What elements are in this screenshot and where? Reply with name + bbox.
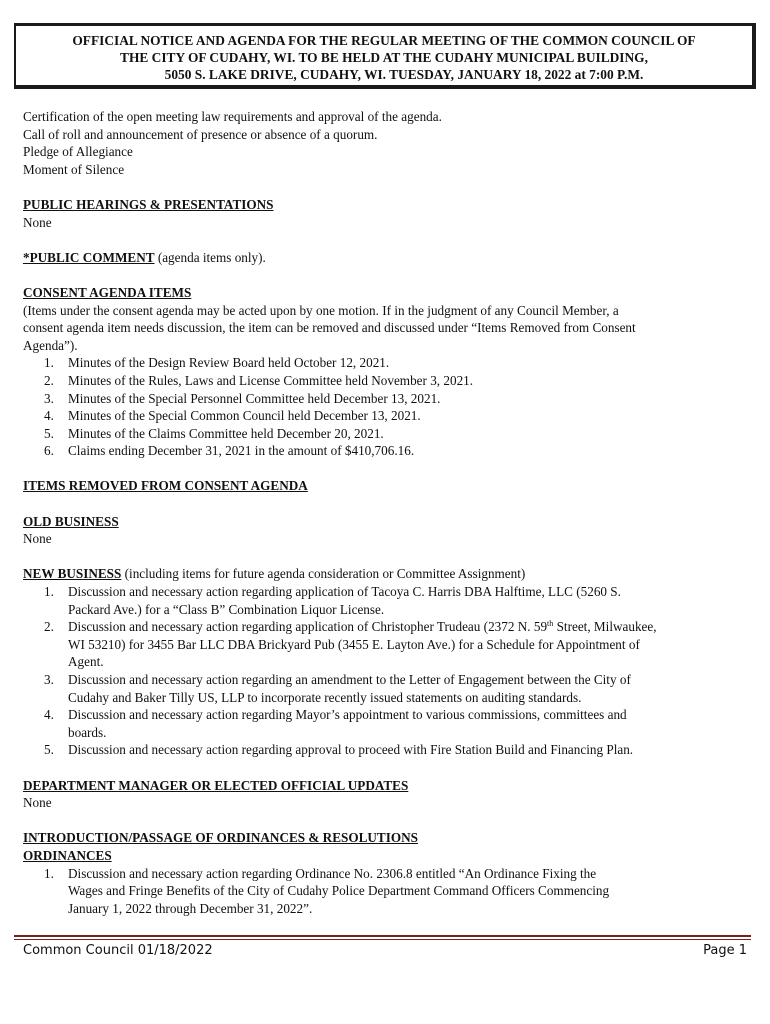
item-text: Discussion and necessary action regarding application of Tacoya C. Harris DBA Halftime, LLC (5260 S.	[68, 584, 621, 600]
opening-line: Certification of the open meeting law requirements and approval of the agenda.	[23, 109, 442, 124]
item-number: 4.	[44, 408, 54, 424]
footer-page-number: Page 1	[703, 943, 747, 958]
item-text: Minutes of the Special Personnel Committee held December 13, 2021.	[68, 390, 441, 406]
list-item	[23, 706, 753, 741]
ordinal-suffix: th	[547, 619, 554, 629]
item-number: 1.	[44, 355, 54, 371]
item-number: 1.	[44, 584, 54, 600]
new-business-line	[23, 565, 753, 583]
item-number: 6.	[44, 443, 54, 459]
new-business-note: (including items for future agenda consideration or Committee Assignment)	[121, 566, 526, 582]
item-text: Cudahy and Baker Tilly US, LLP to incorporate recently issued statements on auditing standards.	[68, 689, 582, 705]
item-text: Minutes of the Design Review Board held October 12, 2021.	[68, 355, 390, 371]
item-text: WI 53210) for 3455 Bar LLC DBA Brickyard Pub (3455 E. Layton Ave.) for a Schedule for Appointment of	[68, 636, 640, 652]
new-business-heading: NEW BUSINESS	[23, 566, 122, 582]
public-hearings-body: None	[23, 214, 52, 230]
item-text: Discussion and necessary action regarding an amendment to the Letter of Engagement between the City of	[68, 672, 631, 687]
notice-header	[14, 23, 756, 89]
item-text: Street, Milwaukee,	[553, 619, 657, 635]
list-item	[23, 372, 753, 390]
public-comment-heading: *PUBLIC COMMENT	[23, 249, 155, 265]
item-text: Minutes of the Special Common Council held December 13, 2021.	[68, 408, 421, 424]
header-line-1: OFFICIAL NOTICE AND AGENDA FOR THE REGULAR MEETING OF THE COMMON COUNCIL OF	[72, 33, 696, 48]
consent-agenda-heading: CONSENT AGENDA ITEMS	[23, 284, 192, 300]
list-item	[23, 741, 753, 759]
item-text: Discussion and necessary action regarding Mayor’s appointment to various commissions, committees and	[68, 707, 627, 723]
list-item	[23, 354, 753, 372]
list-item	[23, 442, 753, 460]
agenda-body	[23, 108, 753, 917]
ordinances-resolutions-heading: INTRODUCTION/PASSAGE OF ORDINANCES & RESOLUTIONS	[23, 830, 418, 846]
public-comment-line	[23, 249, 753, 267]
old-business-heading: OLD BUSINESS	[23, 513, 119, 529]
department-updates-heading: DEPARTMENT MANAGER OR ELECTED OFFICIAL UPDATES	[23, 777, 409, 793]
item-text: Agent.	[68, 654, 104, 670]
department-updates-body: None	[23, 795, 52, 811]
item-number: 4.	[44, 707, 54, 723]
item-text: Discussion and necessary action regarding Ordinance No. 2306.8 entitled “An Ordinance Fixing the	[68, 865, 597, 881]
opening-line: Moment of Silence	[23, 161, 125, 177]
item-text: Minutes of the Claims Committee held December 20, 2021.	[68, 425, 384, 441]
old-business-body: None	[23, 531, 52, 547]
list-item	[23, 865, 753, 918]
ordinances-subheading: ORDINANCES	[23, 847, 112, 863]
list-item	[23, 671, 753, 706]
item-text: boards.	[68, 724, 107, 740]
item-number: 3.	[44, 672, 54, 687]
item-number: 2.	[44, 372, 54, 388]
footer-divider	[14, 935, 751, 937]
consent-intro-line: consent agenda item needs discussion, the item can be removed and discussed under “Items Removed from Consent	[23, 320, 636, 336]
items-removed-heading: ITEMS REMOVED FROM CONSENT AGENDA	[23, 478, 308, 494]
item-text: Discussion and necessary action regarding application of Christopher Trudeau (2372 N. 59	[68, 619, 548, 635]
item-number: 2.	[44, 619, 54, 635]
item-text: Claims ending December 31, 2021 in the amount of $410,706.16.	[68, 443, 415, 459]
consent-intro-line: Agenda”).	[23, 337, 78, 353]
public-comment-note: (agenda items only).	[154, 249, 266, 265]
item-number: 5.	[44, 742, 54, 758]
footer-meeting-label: Common Council 01/18/2022	[23, 943, 213, 958]
consent-intro-line: (Items under the consent agenda may be acted upon by one motion. If in the judgment of any Council Member, a	[23, 302, 619, 318]
item-text: January 1, 2022 through December 31, 2022”.	[68, 900, 313, 916]
list-item	[23, 390, 753, 408]
header-line-2: THE CITY OF CUDAHY, WI. TO BE HELD AT THE CUDAHY MUNICIPAL BUILDING,	[120, 50, 648, 66]
item-number: 1.	[44, 865, 54, 881]
list-item	[23, 618, 753, 671]
public-hearings-heading: PUBLIC HEARINGS & PRESENTATIONS	[23, 196, 274, 212]
opening-line: Call of roll and announcement of presence or absence of a quorum.	[23, 126, 378, 142]
item-text: Packard Ave.) for a “Class B” Combination Liquor License.	[68, 601, 385, 617]
item-text: Minutes of the Rules, Laws and License Committee held November 3, 2021.	[68, 372, 474, 388]
opening-line: Pledge of Allegiance	[23, 144, 133, 160]
list-item	[23, 425, 753, 443]
item-number: 3.	[44, 390, 54, 406]
list-item	[23, 583, 753, 618]
list-item	[23, 407, 753, 425]
header-line-3: 5050 S. LAKE DRIVE, CUDAHY, WI. TUESDAY, JANUARY 18, 2022 at 7:00 P.M.	[164, 67, 644, 83]
item-text: Discussion and necessary action regarding approval to proceed with Fire Station Build and Financing Plan.	[68, 742, 634, 758]
new-business-list	[23, 583, 753, 759]
ordinances-list	[23, 865, 753, 918]
footer-divider	[14, 939, 751, 940]
consent-list	[23, 354, 753, 460]
item-number: 5.	[44, 425, 54, 441]
item-text: Wages and Fringe Benefits of the City of Cudahy Police Department Command Officers Commencing	[68, 883, 610, 899]
